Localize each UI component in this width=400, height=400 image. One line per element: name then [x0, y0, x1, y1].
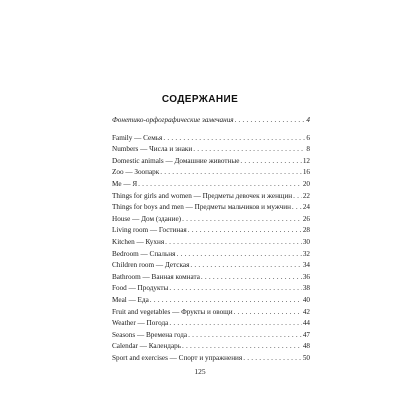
dot-leader — [138, 179, 302, 191]
dot-leader — [169, 283, 301, 295]
toc-entry — [112, 260, 310, 272]
toc-entry-page: 50 — [302, 353, 310, 362]
toc-entry-page: 47 — [302, 330, 310, 339]
toc-entry-title: Seasons — Времена года — [112, 330, 188, 339]
page-number: 125 — [194, 367, 206, 376]
toc-entry — [112, 249, 310, 261]
toc-entry-title: Zoo — Зоопарк — [112, 168, 160, 177]
dot-leader — [193, 144, 305, 156]
toc-entry-title: Children room — Детская — [112, 261, 190, 270]
page-title: СОДЕРЖАНИЕ — [161, 94, 239, 105]
toc-entry — [112, 341, 310, 353]
toc-entry-page: 36 — [302, 272, 310, 281]
dot-leader — [160, 167, 302, 179]
toc-entry-page: 4 — [306, 116, 310, 124]
toc-entry — [112, 318, 310, 330]
toc-entry — [112, 272, 310, 284]
toc-entry-title: Kitchen — Кухня — [112, 237, 165, 246]
toc-entry-page: 38 — [302, 284, 310, 293]
toc-entry-page: 16 — [302, 168, 310, 177]
toc-entry — [112, 214, 310, 226]
toc-entry-page: 26 — [302, 214, 310, 223]
toc-entry-page: 20 — [302, 179, 310, 188]
toc-entry-page: 40 — [302, 295, 310, 304]
dot-leader — [176, 249, 301, 261]
toc-entry — [112, 167, 310, 179]
toc-entry-page: 34 — [302, 261, 310, 270]
toc-entry-title: Me — Я — [112, 179, 138, 188]
toc-entry-page: 6 — [306, 133, 310, 142]
toc-entry — [112, 179, 310, 191]
toc-entry-title: Фонетико-орфографические замечания — [112, 116, 234, 124]
dot-leader — [163, 133, 305, 145]
toc-entry — [112, 191, 310, 203]
toc-entry-title: Sport and exercises — Спорт и упражнения — [112, 353, 243, 362]
toc-entry-page: 48 — [302, 342, 310, 351]
toc-entry-title: Domestic animals — Домашние животные — [112, 156, 240, 165]
toc-entry-page: 30 — [302, 237, 310, 246]
toc-entry-title: Calendar — Календарь — [112, 342, 182, 351]
dot-leader — [188, 330, 302, 342]
toc-entry — [112, 237, 310, 249]
toc-entry-title: Living room — Гостиная — [112, 226, 187, 235]
dot-leader — [150, 295, 302, 307]
toc-entry-title: Things for girls and women — Предметы девочек и женщин — [112, 191, 293, 200]
toc-entry — [112, 330, 310, 342]
dot-leader — [182, 214, 302, 226]
dot-leader — [201, 272, 302, 284]
dot-leader — [240, 156, 301, 168]
toc-entry-title: Food — Продукты — [112, 284, 169, 293]
toc-entry — [112, 115, 310, 127]
toc-entry-page: 44 — [302, 319, 310, 328]
table-of-contents — [112, 115, 310, 364]
dot-leader — [169, 318, 301, 330]
toc-entry — [112, 295, 310, 307]
toc-entry-title: Family — Семья — [112, 133, 163, 142]
toc-entry-page: 32 — [302, 249, 310, 258]
toc-entry-page: 28 — [302, 226, 310, 235]
toc-entry-page: 8 — [306, 145, 310, 154]
toc-entry — [112, 156, 310, 168]
toc-entry-title: Fruit and vegetables — Фрукты и овощи — [112, 307, 233, 316]
toc-entry-title: Bedroom — Спальня — [112, 249, 176, 258]
toc-entry-title: Meal — Еда — [112, 295, 149, 304]
dot-leader — [190, 260, 301, 272]
dot-leader — [235, 115, 306, 127]
toc-entry-page: 12 — [302, 156, 310, 165]
toc-entry — [112, 283, 310, 295]
toc-entry-page: 22 — [302, 191, 310, 200]
dot-leader — [243, 353, 302, 365]
toc-entry — [112, 225, 310, 237]
toc-entry-page: 24 — [302, 203, 310, 212]
toc-entry-title: House — Дом (здание) — [112, 214, 182, 223]
toc-entry-title: Bathroom — Ванная комната — [112, 272, 200, 281]
dot-leader — [182, 341, 302, 353]
toc-entry — [112, 133, 310, 145]
dot-leader — [234, 307, 302, 319]
toc-entry — [112, 353, 310, 365]
dot-leader — [292, 202, 302, 214]
toc-entry — [112, 202, 310, 214]
toc-entry-title: Weather — Погода — [112, 319, 169, 328]
toc-entry-title: Numbers — Числа и знаки — [112, 145, 193, 154]
dot-leader — [165, 237, 302, 249]
toc-entry — [112, 307, 310, 319]
toc-entry-title: Things for boys and men — Предметы мальчиков и мужчин — [112, 203, 291, 212]
toc-entry-page: 42 — [302, 307, 310, 316]
dot-leader — [293, 191, 302, 203]
toc-entry — [112, 144, 310, 156]
dot-leader — [188, 225, 302, 237]
